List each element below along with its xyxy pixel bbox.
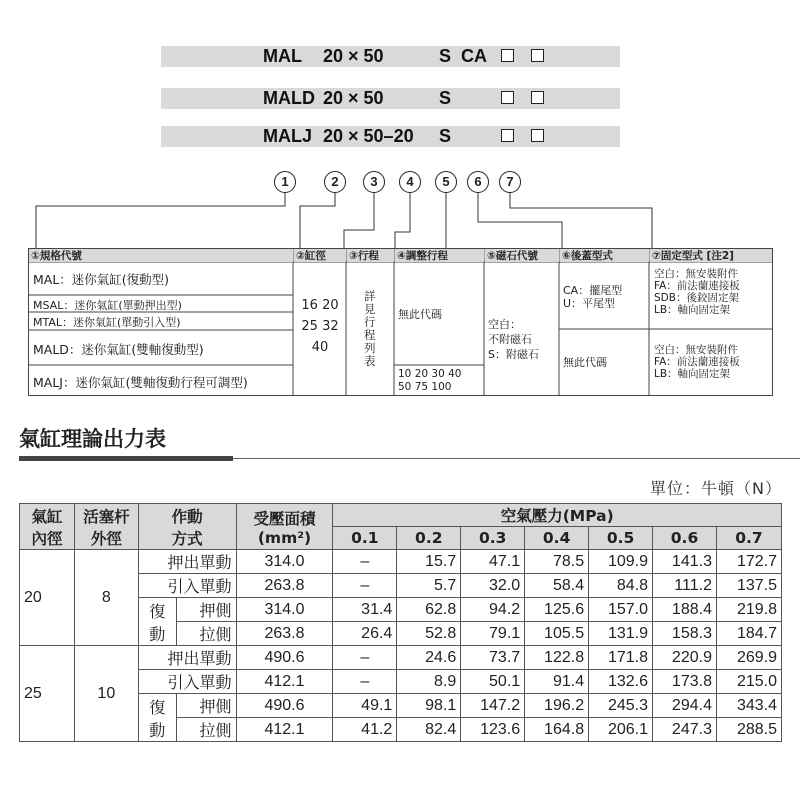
force-value: 132.6 <box>589 670 653 694</box>
model-code-magnet: S <box>439 46 452 66</box>
header-rod-line1: 活塞杆 <box>83 507 130 526</box>
position-number-1: 1 <box>274 171 296 193</box>
area-value: 314.0 <box>236 598 333 622</box>
spec-adjust-values-2: 50 75 100 <box>398 381 452 393</box>
force-value: 173.8 <box>653 670 717 694</box>
force-value: 73.7 <box>461 646 525 670</box>
header-mode <box>138 504 236 550</box>
area-value: 263.8 <box>236 622 333 646</box>
header-bore-line1: 氣缸 <box>31 507 63 526</box>
force-value: 196.2 <box>525 694 589 718</box>
area-value: 263.8 <box>236 574 333 598</box>
position-number-3: 3 <box>363 171 385 193</box>
force-value: 184.7 <box>716 622 781 646</box>
model-code-magnet: S <box>439 88 452 108</box>
model-code-model: MALD <box>263 88 315 108</box>
force-value: 50.1 <box>461 670 525 694</box>
force-value: 215.0 <box>716 670 781 694</box>
force-value: 32.0 <box>461 574 525 598</box>
force-value: 137.5 <box>716 574 781 598</box>
position-number-6: 6 <box>467 171 489 193</box>
force-value: 105.5 <box>525 622 589 646</box>
force-value: 94.2 <box>461 598 525 622</box>
spec-magnet-none: 不附磁石 <box>488 333 532 346</box>
force-value: 52.8 <box>397 622 461 646</box>
force-value: 84.8 <box>589 574 653 598</box>
mode-label: 引入單動 <box>138 670 236 694</box>
position-number-2: 2 <box>324 171 346 193</box>
spec-stroke-note: 詳見行程列表 <box>364 289 376 368</box>
pressure-0-2: 0.2 <box>397 527 461 550</box>
area-value: 412.1 <box>236 718 333 742</box>
pressure-0-4: 0.4 <box>525 527 589 550</box>
model-code-size: 20 × 50–20 <box>323 126 414 146</box>
area-value: 314.0 <box>236 550 333 574</box>
header-rod <box>74 504 138 550</box>
spec-mount-option: LB：軸向固定架 <box>654 304 731 316</box>
force-value: 294.4 <box>653 694 717 718</box>
model-code-cover: CA <box>461 46 487 66</box>
spec-mount-option: FA：前法蘭連接板 <box>654 280 740 292</box>
spec-adjust-none: 無此代碼 <box>398 308 442 321</box>
header-pressure: 空氣壓力(MPa) <box>333 504 782 527</box>
area-value: 412.1 <box>236 670 333 694</box>
header-area-line2: (mm²) <box>257 528 312 547</box>
force-value: 172.7 <box>716 550 781 574</box>
force-value: 158.3 <box>653 622 717 646</box>
spec-header-stroke: ③行程 <box>347 249 394 262</box>
force-value: 122.8 <box>525 646 589 670</box>
spec-header-cover: ⑥後蓋型式 <box>560 249 649 262</box>
double-acting-label: 復動 <box>138 598 176 646</box>
mode-label: 押出單動 <box>138 646 236 670</box>
mode-label: 拉側 <box>176 622 236 646</box>
header-rod-line2: 外徑 <box>90 529 122 548</box>
spec-model-malj: MALJ：迷你氣缸(雙軸復動行程可調型) <box>33 375 248 390</box>
spec-cover-ca: CA：擺尾型 <box>563 284 623 297</box>
force-value: 5.7 <box>397 574 461 598</box>
section-title-underline <box>19 456 233 461</box>
spec-model-mal: MAL：迷你氣缸(復動型) <box>33 272 170 287</box>
force-value: 109.9 <box>589 550 653 574</box>
spec-model-mald: MALD：迷你氣缸(雙軸復動型) <box>33 342 204 357</box>
force-value: 141.3 <box>653 550 717 574</box>
model-code-model: MALJ <box>263 126 312 146</box>
force-value: 31.4 <box>333 598 397 622</box>
bore-value: 25 <box>20 646 75 742</box>
header-bore-line2: 內徑 <box>31 529 63 548</box>
table-row <box>20 646 782 670</box>
spec-model-msal: MSAL：迷你氣缸(單動押出型) <box>33 299 182 312</box>
spec-mount-option: LB：軸向固定架 <box>654 368 731 380</box>
model-code-magnet: S <box>439 126 452 146</box>
header-mode-line2: 方式 <box>171 529 203 548</box>
force-value: 343.4 <box>716 694 781 718</box>
theoretical-force-table <box>19 503 782 742</box>
force-value: 49.1 <box>333 694 397 718</box>
force-value: 91.4 <box>525 670 589 694</box>
force-value: – <box>333 550 397 574</box>
spec-header-magnet: ⑤磁石代號 <box>485 249 559 262</box>
force-value: 41.2 <box>333 718 397 742</box>
model-code-size: 20 × 50 <box>323 88 384 108</box>
force-value: 58.4 <box>525 574 589 598</box>
force-value: 245.3 <box>589 694 653 718</box>
force-value: 111.2 <box>653 574 717 598</box>
force-value: 147.2 <box>461 694 525 718</box>
pressure-0-5: 0.5 <box>589 527 653 550</box>
spec-mount-option: FA：前法蘭連接板 <box>654 356 740 368</box>
force-value: 26.4 <box>333 622 397 646</box>
force-value: 62.8 <box>397 598 461 622</box>
force-value: 79.1 <box>461 622 525 646</box>
spec-mount-option: 空白：無安裝附件 <box>654 268 738 280</box>
force-value: 206.1 <box>589 718 653 742</box>
header-area-line1: 受壓面積 <box>253 509 316 528</box>
header-area <box>236 504 333 550</box>
force-value: 219.8 <box>716 598 781 622</box>
force-value: 288.5 <box>716 718 781 742</box>
position-number-4: 4 <box>399 171 421 193</box>
double-acting-label: 復動 <box>138 694 176 742</box>
section-title: 氣缸理論出力表 <box>19 427 166 451</box>
force-value: 78.5 <box>525 550 589 574</box>
force-value: 247.3 <box>653 718 717 742</box>
ordering-spec-table <box>28 248 773 396</box>
spec-bore-values-2: 25 32 <box>301 319 339 334</box>
force-value: – <box>333 646 397 670</box>
spec-cover-u: U：平尾型 <box>563 297 616 310</box>
spec-magnet-blank: 空白： <box>488 318 521 331</box>
spec-header-bore: ②缸徑 <box>294 249 346 262</box>
force-value: – <box>333 670 397 694</box>
mode-label: 押側 <box>176 598 236 622</box>
mode-label: 押側 <box>176 694 236 718</box>
header-mode-line1: 作動 <box>171 507 203 526</box>
spec-magnet-s: S：附磁石 <box>488 348 539 361</box>
pressure-0-1: 0.1 <box>333 527 397 550</box>
position-number-7: 7 <box>499 171 521 193</box>
unit-label: 單位：牛頓（N） <box>650 479 782 498</box>
spec-bore-values-1: 16 20 <box>301 298 339 313</box>
force-value: 269.9 <box>716 646 781 670</box>
section-divider <box>233 458 800 459</box>
model-code-size: 20 × 50 <box>323 46 384 66</box>
force-value: 125.6 <box>525 598 589 622</box>
spec-cover-none: 無此代碼 <box>563 356 607 369</box>
mode-label: 押出單動 <box>138 550 236 574</box>
spec-header-mount: ⑦固定型式 [注2] <box>650 249 772 262</box>
spec-bore-values-3: 40 <box>311 340 329 355</box>
force-value: 82.4 <box>397 718 461 742</box>
bore-value: 20 <box>20 550 75 646</box>
mode-label: 拉側 <box>176 718 236 742</box>
spec-adjust-values-1: 10 20 30 40 <box>398 368 462 380</box>
area-value: 490.6 <box>236 646 333 670</box>
spec-model-mtal: MTAL：迷你氣缸(單動引入型) <box>33 316 181 329</box>
position-number-5: 5 <box>435 171 457 193</box>
force-value: 131.9 <box>589 622 653 646</box>
force-value: 8.9 <box>397 670 461 694</box>
force-value: 171.8 <box>589 646 653 670</box>
rod-value: 8 <box>74 550 138 646</box>
mode-label: 引入單動 <box>138 574 236 598</box>
spec-header-model: ①規格代號 <box>29 249 293 262</box>
force-value: 188.4 <box>653 598 717 622</box>
pressure-0-3: 0.3 <box>461 527 525 550</box>
force-value: 123.6 <box>461 718 525 742</box>
rod-value: 10 <box>74 646 138 742</box>
force-value: 47.1 <box>461 550 525 574</box>
force-value: – <box>333 574 397 598</box>
force-value: 157.0 <box>589 598 653 622</box>
spec-mount-option: 空白：無安裝附件 <box>654 344 738 356</box>
model-code-model: MAL <box>263 46 302 66</box>
force-value: 24.6 <box>397 646 461 670</box>
force-value: 220.9 <box>653 646 717 670</box>
header-bore <box>20 504 75 550</box>
pressure-0-7: 0.7 <box>716 527 781 550</box>
spec-header-adjust: ④調整行程 <box>395 249 484 262</box>
force-value: 15.7 <box>397 550 461 574</box>
spec-mount-option: SDB：後鉸固定架 <box>654 292 739 304</box>
force-value: 164.8 <box>525 718 589 742</box>
force-value: 98.1 <box>397 694 461 718</box>
table-row <box>20 550 782 574</box>
area-value: 490.6 <box>236 694 333 718</box>
pressure-0-6: 0.6 <box>653 527 717 550</box>
